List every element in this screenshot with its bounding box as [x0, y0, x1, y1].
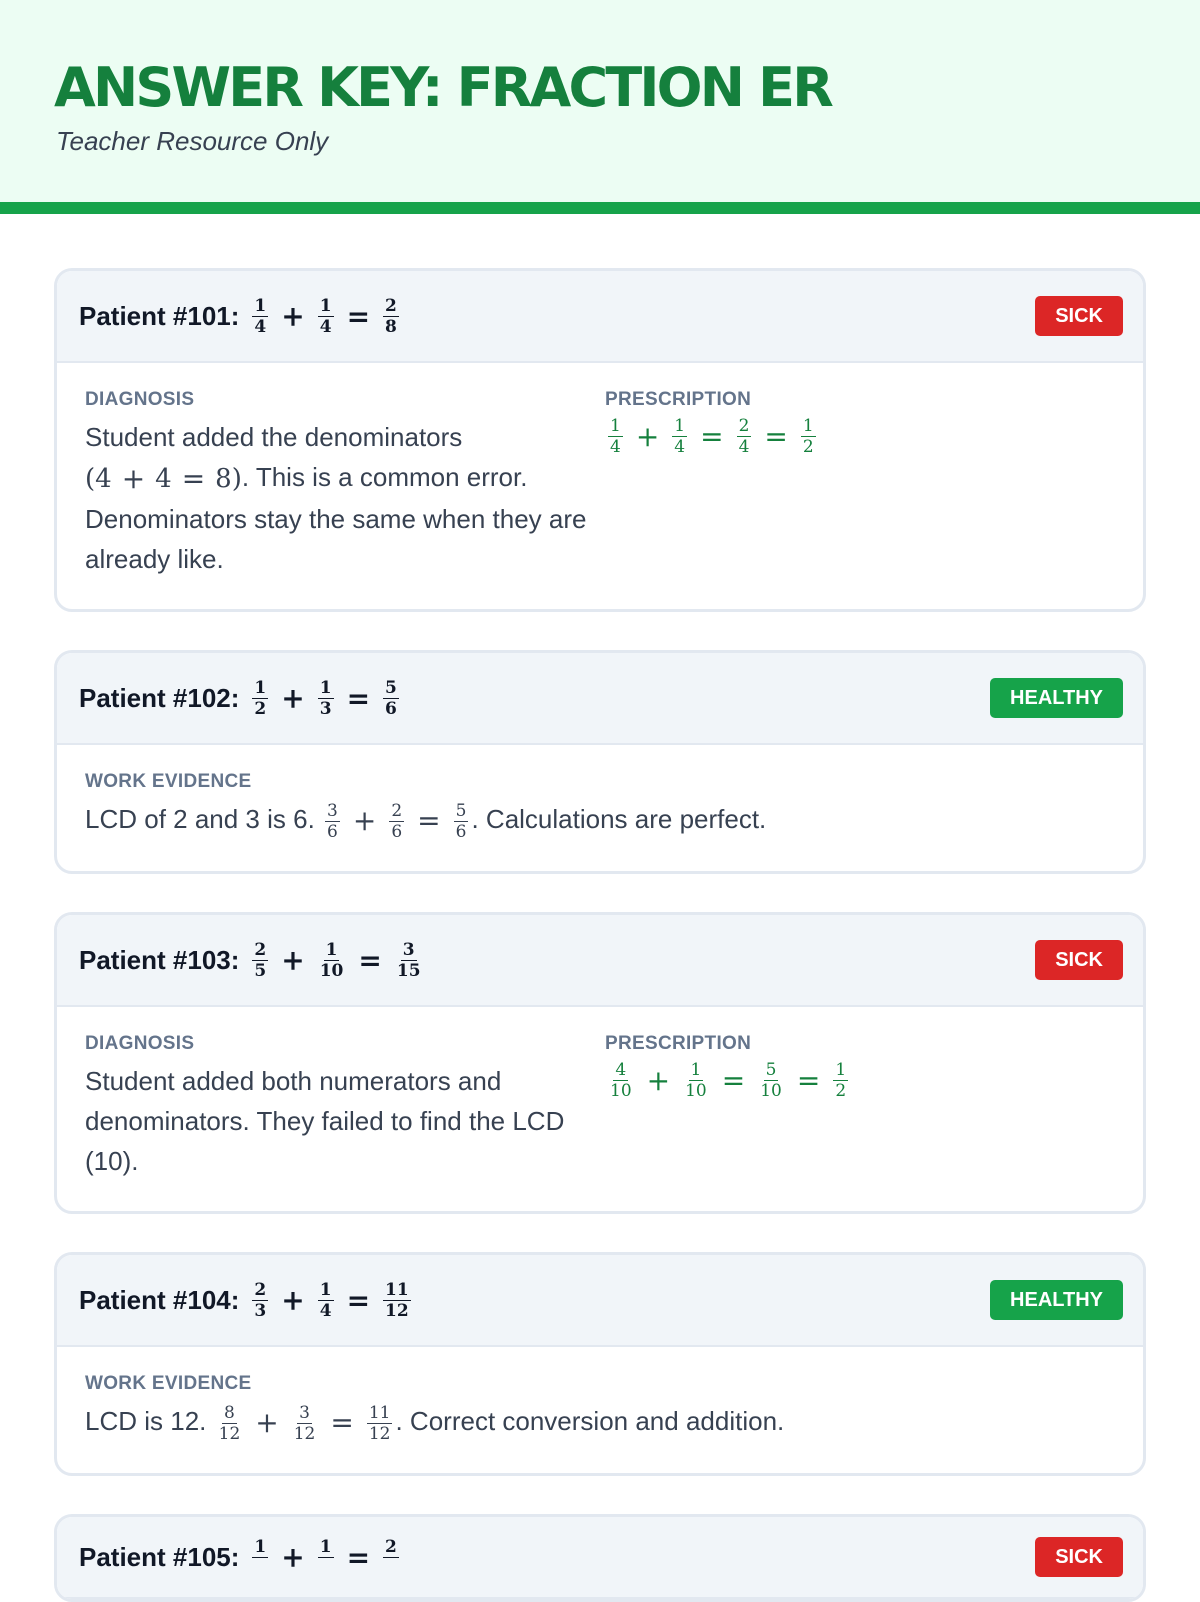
- cards-container: [0, 214, 1200, 1602]
- patient-card-102: [54, 650, 1146, 874]
- page-header: [0, 0, 1200, 214]
- problem-equation: $\frac{1}{4}$ + $\frac{1}{4}$ = $\frac{2}{8}$: [254, 295, 397, 337]
- patient-card-101: [54, 268, 1146, 612]
- patient-label: Patient #101:: [79, 300, 240, 331]
- patient-card-105: [54, 1514, 1146, 1602]
- card-header: [57, 653, 1143, 745]
- status-badge: HEALTHY: [990, 678, 1123, 718]
- evidence-text: LCD of 2 and 3 is 6. $\frac{3}{6}$ + $\frac{2}{6}$ = $\frac{5}{6}$ . Calculations are perfect.: [85, 800, 767, 842]
- diagnosis-label: DIAGNOSIS: [85, 389, 195, 410]
- patient-title: [79, 1538, 402, 1577]
- problem-equation: $\frac{2}{5}$ + $\frac{1}{10}$ = $\frac{3}{15}$: [254, 939, 421, 981]
- evidence-label: WORK EVIDENCE: [85, 1373, 252, 1395]
- status-badge: SICK: [1035, 1537, 1123, 1577]
- evidence-text: LCD is 12. $\frac{8}{12}$ + $\frac{3}{12}$ = $\frac{11}{12}$ . Correct conversion and addition.: [85, 1402, 785, 1444]
- card-header: [57, 1255, 1143, 1347]
- diagnosis-text: Student added the denominators (4 + 4 = 8). This is a common error. Denominators stay the same when they are already like.: [85, 422, 587, 575]
- card-header: [57, 271, 1143, 363]
- patient-title: [79, 941, 426, 980]
- card-header: [57, 915, 1143, 1007]
- card-body: [57, 1347, 1143, 1473]
- problem-equation: $\frac{1}{2}$ + $\frac{1}{3}$ = $\frac{5}{6}$: [254, 677, 397, 719]
- card-body: [57, 745, 1143, 871]
- prescription-equation: $\frac{4}{10}$ + $\frac{1}{10}$ = $\frac{5}{10}$ = $\frac{1}{2}$: [610, 1060, 847, 1102]
- prescription-equation: $\frac{1}{4}$ + $\frac{1}{4}$ = $\frac{2}{4}$ = $\frac{1}{2}$: [610, 416, 814, 457]
- card-body: [57, 363, 1143, 609]
- page-subtitle: Teacher Resource Only: [56, 126, 329, 156]
- evidence-label: WORK EVIDENCE: [85, 771, 252, 793]
- prescription-label: PRESCRIPTION: [605, 389, 752, 410]
- patient-label: Patient #103:: [79, 944, 240, 975]
- patient-card-103: [54, 912, 1146, 1214]
- problem-equation: 1 + 1 = 2: [254, 1536, 397, 1574]
- card-body: [57, 1007, 1143, 1211]
- patient-title: [79, 1281, 414, 1320]
- page-title: ANSWER KEY: FRACTION ER: [54, 56, 832, 119]
- patient-title: [79, 297, 402, 336]
- patient-label: Patient #105:: [79, 1541, 240, 1572]
- problem-equation: $\frac{2}{3}$ + $\frac{1}{4}$ = $\frac{11}{12}$: [254, 1279, 409, 1321]
- prescription-label: PRESCRIPTION: [605, 1033, 752, 1055]
- patient-label: Patient #104:: [79, 1284, 240, 1315]
- diagnosis-text: Student added both numerators and denominators. They failed to find the LCD (10).: [85, 1066, 565, 1177]
- diagnosis-label: DIAGNOSIS: [85, 1033, 195, 1055]
- status-badge: HEALTHY: [990, 1280, 1123, 1320]
- patient-card-104: [54, 1252, 1146, 1476]
- patient-title: [79, 679, 402, 718]
- patient-label: Patient #102:: [79, 682, 240, 713]
- status-badge: SICK: [1035, 940, 1123, 980]
- card-header: [57, 1517, 1143, 1599]
- status-badge: SICK: [1035, 296, 1123, 336]
